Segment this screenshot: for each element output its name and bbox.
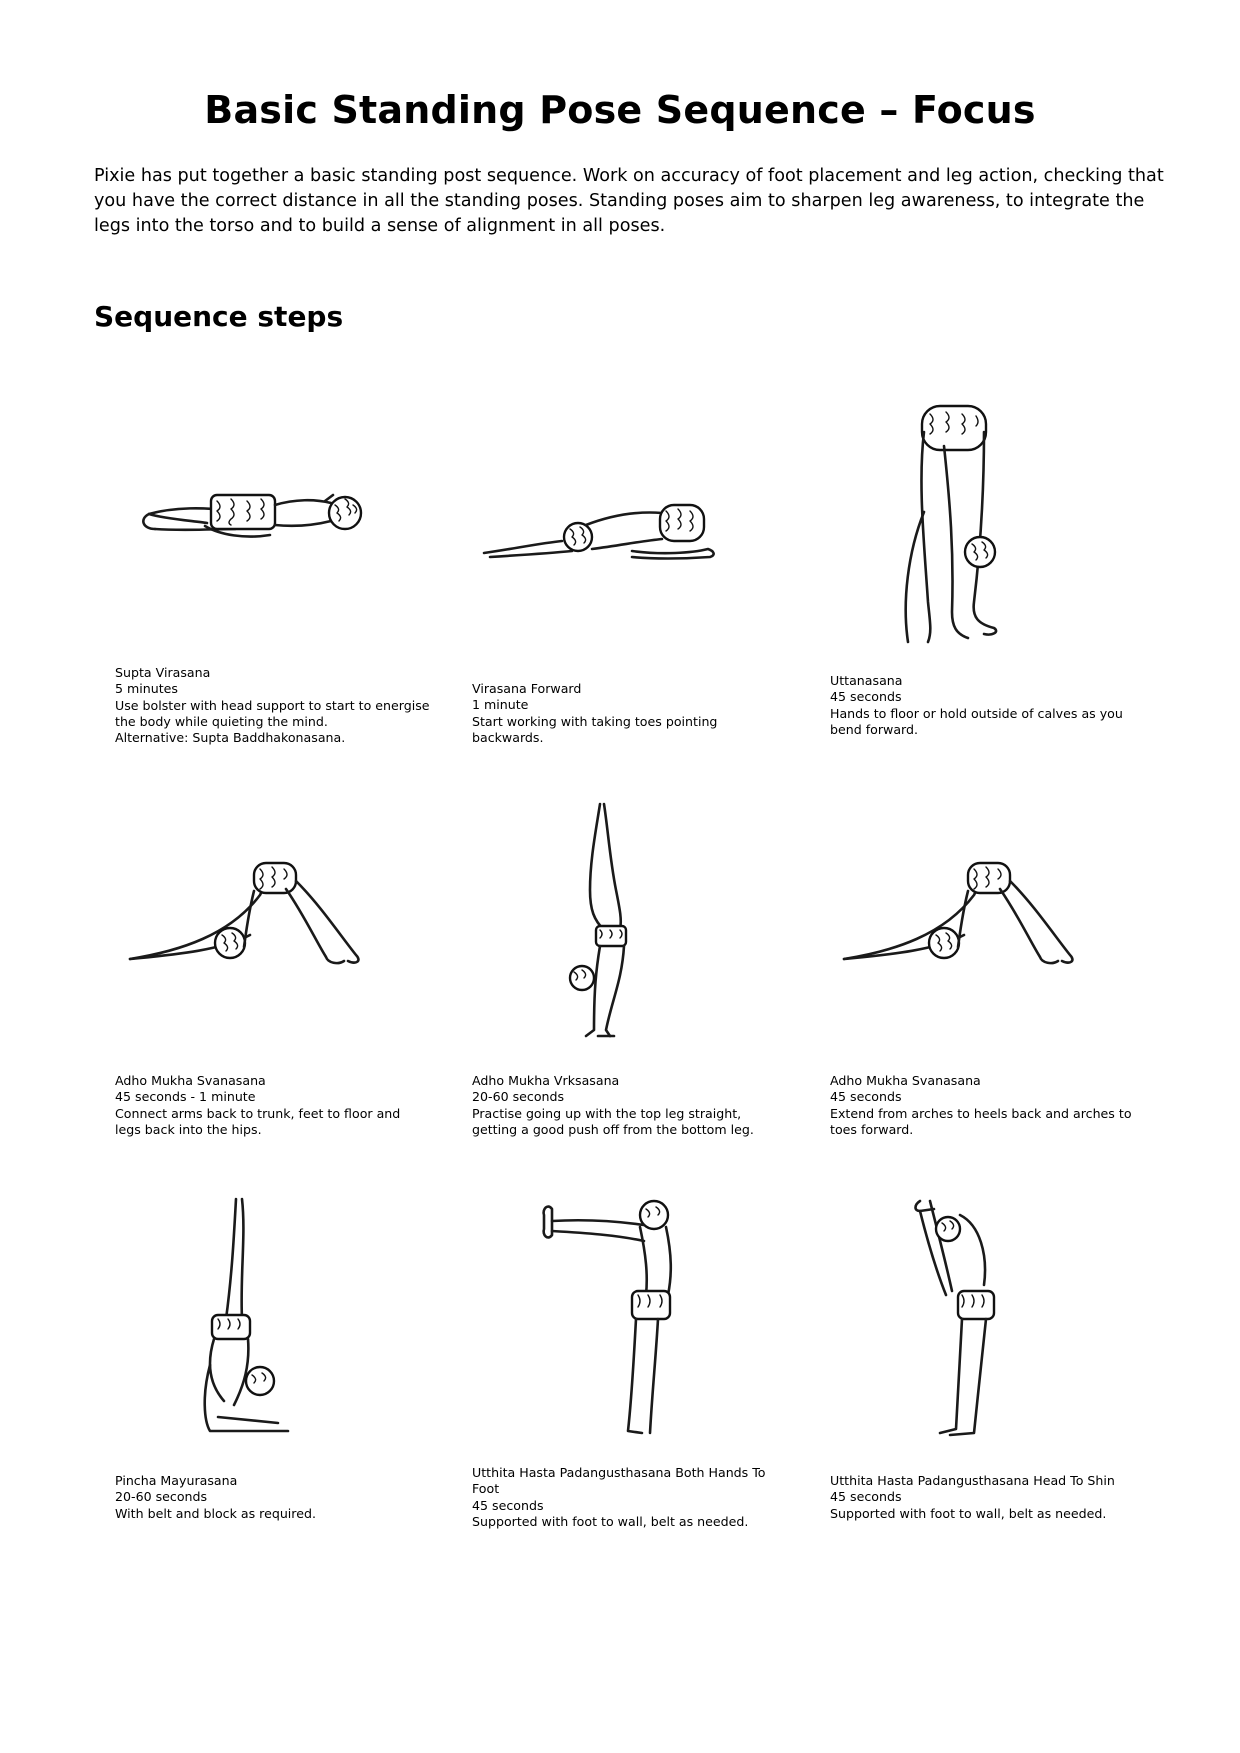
- intro-paragraph: Pixie has put together a basic standing post sequence. Work on accuracy of foot placement and leg action, checking that you have the correct distance in all the standing poses. Standing poses aim to sharpen leg awareness, to integrate the legs into the torso and to build a sense of alignment in all poses.: [94, 166, 1164, 236]
- step-note: Practise going up with the top leg straight, getting a good push off from the bottom leg.: [472, 1105, 754, 1137]
- step-caption: [115, 665, 430, 746]
- step-caption: [830, 1073, 1145, 1138]
- step-name: Utthita Hasta Padangusthasana Both Hands To Foot: [472, 1465, 766, 1497]
- step-note: Extend from arches to heels back and arches to toes forward.: [830, 1105, 1132, 1137]
- section-heading: Sequence steps: [94, 300, 344, 333]
- step-note: With belt and block as required.: [115, 1505, 316, 1521]
- step-note: Supported with foot to wall, belt as needed.: [830, 1505, 1107, 1521]
- step-note: Supported with foot to wall, belt as needed.: [472, 1513, 749, 1529]
- step-note: Hands to floor or hold outside of calves as you bend forward.: [830, 705, 1123, 737]
- step-caption: [472, 1073, 787, 1138]
- step-caption: [830, 1473, 1145, 1522]
- step-caption: [472, 681, 787, 746]
- handstand-figure: [560, 800, 650, 1050]
- step-note: Use bolster with head support to start to energise the body while quieting the mind.: [115, 697, 430, 729]
- step-name: Adho Mukha Svanasana: [830, 1073, 981, 1088]
- step-duration: 45 seconds: [830, 689, 902, 705]
- step-caption: [115, 1073, 430, 1138]
- step-caption: [472, 1465, 787, 1530]
- step-duration: 20-60 seconds: [472, 1089, 565, 1105]
- forearm-balance-figure: [200, 1195, 300, 1445]
- downward-dog-figure: [834, 855, 1094, 985]
- downward-dog-figure: [120, 855, 380, 985]
- step-duration: 20-60 seconds: [115, 1489, 208, 1505]
- supta-virasana-figure: [135, 485, 375, 555]
- step-name: Utthita Hasta Padangusthasana Head To Shin: [830, 1473, 1115, 1488]
- head-to-shin-figure: [900, 1195, 1020, 1445]
- step-name: Supta Virasana: [115, 665, 211, 680]
- step-caption: [115, 1473, 430, 1522]
- virasana-forward-figure: [482, 495, 722, 565]
- step-duration: 1 minute: [472, 697, 529, 713]
- step-note: Connect arms back to trunk, feet to floor and legs back into the hips.: [115, 1105, 401, 1137]
- step-duration: 45 seconds: [830, 1489, 902, 1505]
- hand-to-foot-figure: [536, 1195, 686, 1445]
- step-name: Virasana Forward: [472, 681, 582, 696]
- step-name: Uttanasana: [830, 673, 903, 688]
- page-title: Basic Standing Pose Sequence – Focus: [204, 88, 1036, 132]
- step-duration: 5 minutes: [115, 681, 178, 697]
- step-duration: 45 seconds - 1 minute: [115, 1089, 256, 1105]
- step-name: Adho Mukha Vrksasana: [472, 1073, 620, 1088]
- step-duration: 45 seconds: [830, 1089, 902, 1105]
- step-name: Adho Mukha Svanasana: [115, 1073, 266, 1088]
- step-caption: [830, 673, 1145, 738]
- step-name: Pincha Mayurasana: [115, 1473, 238, 1488]
- step-note: Start working with taking toes pointing backwards.: [472, 713, 718, 745]
- uttanasana-figure: [888, 402, 1028, 652]
- step-note: Alternative: Supta Baddhakonasana.: [115, 730, 346, 746]
- step-duration: 45 seconds: [472, 1497, 544, 1513]
